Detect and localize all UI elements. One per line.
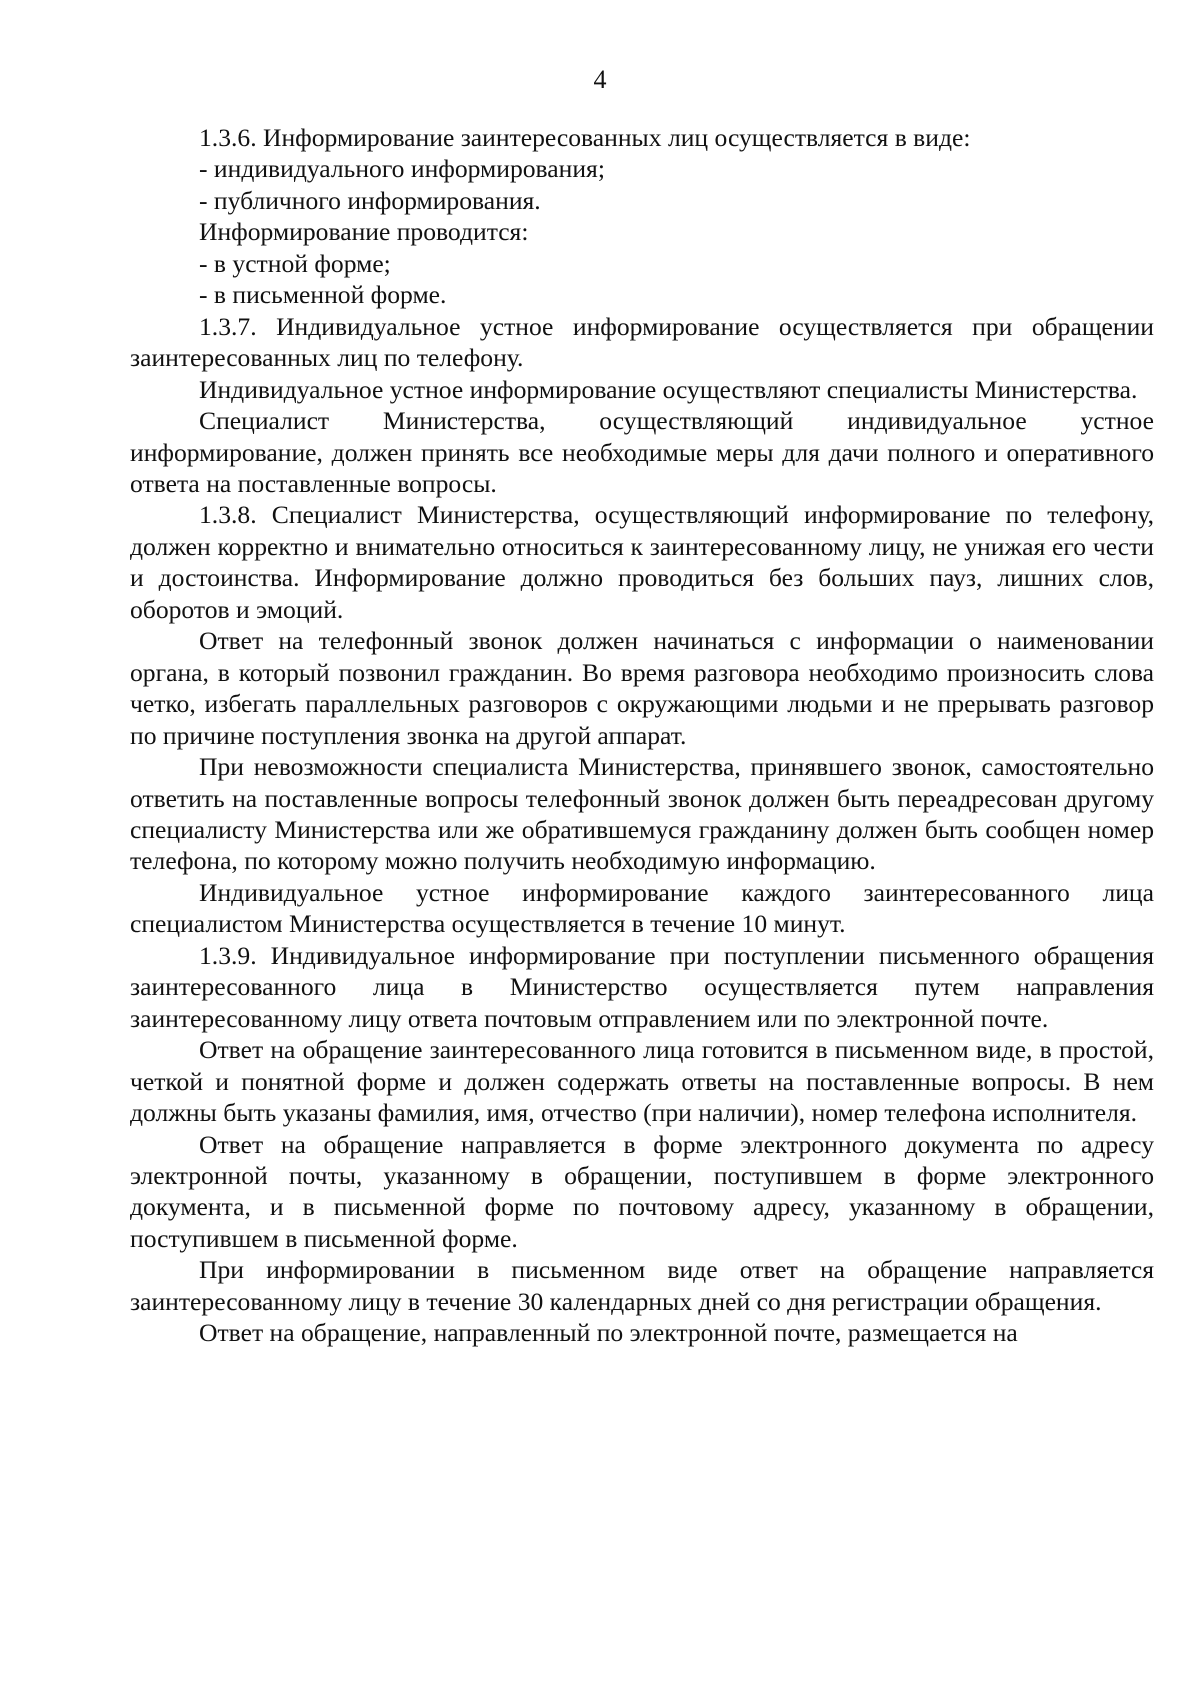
- paragraph: Ответ на телефонный звонок должен начинаться с информации о наименовании органа, в который позвонил гражданин. Во время разговора необходимо произносить слова четко, избегать параллельных разговоров с окружающими людьми и не прерывать разговор по причине поступления звонка на другой аппарат.: [130, 626, 1154, 750]
- paragraph: - индивидуального информирования;: [199, 154, 605, 184]
- paragraph: При информировании в письменном виде ответ на обращение направляется заинтересованному лицу в течение 30 календарных дней со дня регистрации обращения.: [130, 1255, 1154, 1316]
- paragraph: 1.3.8. Специалист Министерства, осуществляющий информирование по телефону, должен корректно и внимательно относиться к заинтересованному лицу, не унижая его чести и достоинства. Информирование должно проводиться без больших пауз, лишних слов, оборотов и эмоций.: [130, 500, 1154, 624]
- paragraph: Ответ на обращение направляется в форме электронного документа по адресу электронной почты, указанному в обращении, поступившем в форме электронного документа, и в письменной форме по почтовому адресу, указанному в обращении, поступившем в письменной форме.: [130, 1129, 1154, 1253]
- paragraph: Специалист Министерства, осуществляющий индивидуальное устное информирование, должен принять все необходимые меры для дачи полного и оперативного ответа на поставленные вопросы.: [130, 406, 1154, 498]
- paragraph: 1.3.6. Информирование заинтересованных лиц осуществляется в виде:: [199, 123, 971, 152]
- page-number: 4: [593, 65, 607, 94]
- paragraph: Индивидуальное устное информирование осуществляют специалисты Министерства.: [199, 374, 1138, 404]
- paragraph: - в письменной форме.: [199, 280, 447, 310]
- paragraph: Индивидуальное устное информирование каждого заинтересованного лица специалистом Министерства осуществляется в течение 10 минут.: [130, 877, 1154, 939]
- paragraph: Ответ на обращение, направленный по электронной почте, размещается на: [199, 1318, 1018, 1348]
- paragraph: При невозможности специалиста Министерства, принявшего звонок, самостоятельно ответить на поставленные вопросы телефонный звонок должен быть переадресован другому специалисту Министерства или же обратившемуся гражданину должен быть сообщен номер телефона, по которому можно получить необходимую информацию.: [130, 752, 1154, 876]
- paragraph: - публичного информирования.: [199, 185, 541, 215]
- paragraph: 1.3.9. Индивидуальное информирование при поступлении письменного обращения заинтересованного лица в Министерство осуществляется путем направления заинтересованному лицу ответа почтовым отправлением или по электронной почте.: [130, 940, 1154, 1033]
- paragraph: Ответ на обращение заинтересованного лица готовится в письменном виде, в простой, четкой и понятной форме и должен содержать ответы на поставленные вопросы. В нем должны быть указаны фамилия, имя, отчество (при наличии), номер телефона исполнителя.: [130, 1035, 1154, 1128]
- document-body: [130, 122, 1154, 1349]
- paragraph: - в устной форме;: [199, 248, 391, 278]
- paragraph: Информирование проводится:: [199, 217, 529, 247]
- paragraph: 1.3.7. Индивидуальное устное информирование осуществляется при обращении заинтересованных лиц по телефону.: [130, 311, 1154, 373]
